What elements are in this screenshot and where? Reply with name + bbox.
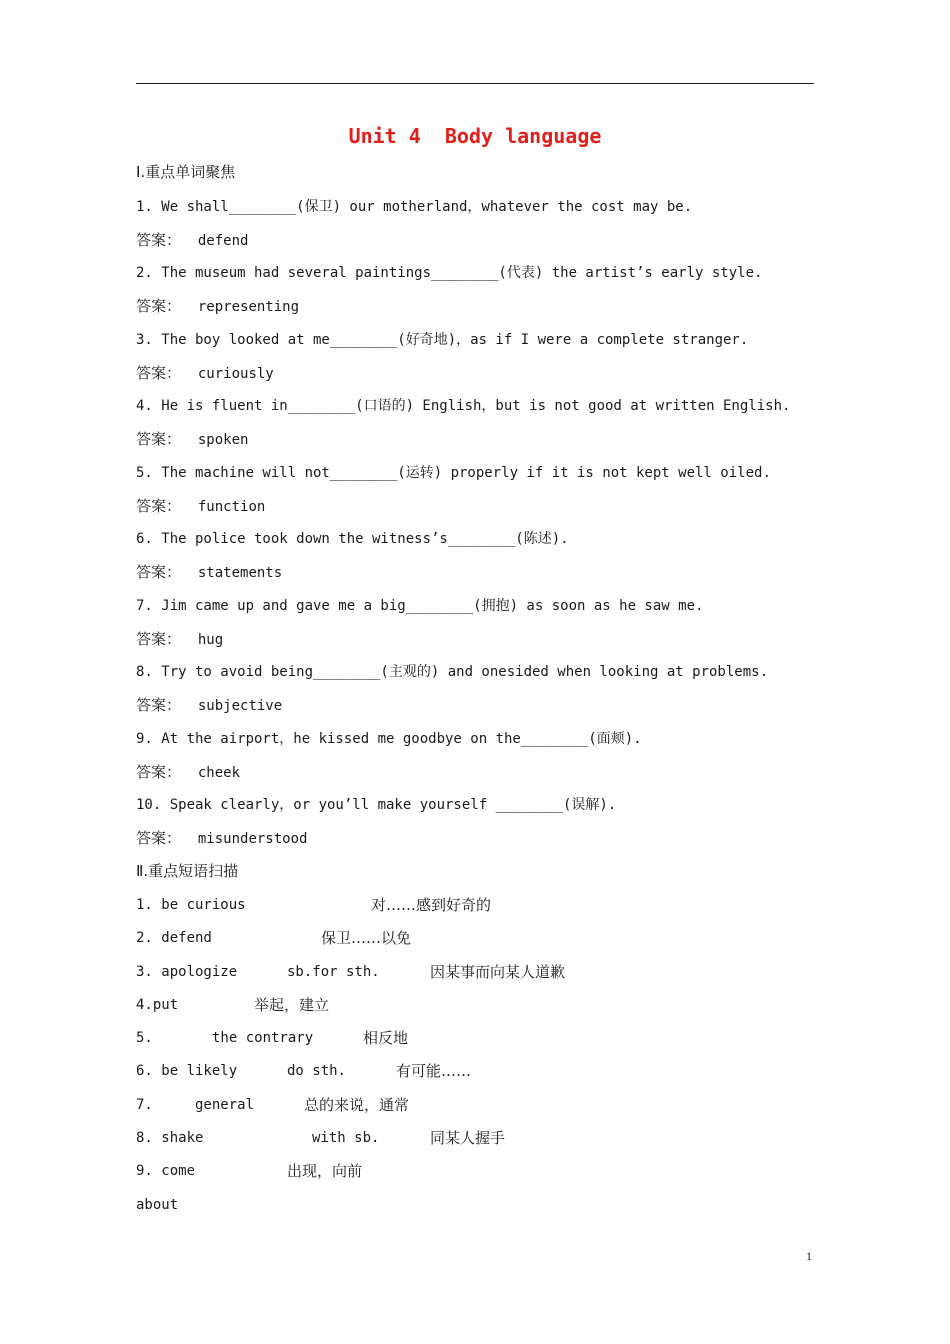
answer-text: subjective [197,698,283,714]
question-10: 10. Speak clearly，or you’ll make yourself ________(误解). [136,797,617,813]
answer-label: 答案： [136,497,182,515]
phrase-english: 2. defend [136,930,212,946]
answer-6 [136,563,282,582]
answer-label: 答案： [136,563,182,581]
answer-label: 答案： [136,696,182,714]
phrase-row-7 [0,1095,950,1115]
phrase-english: 8. shake [136,1130,204,1146]
answer-label: 答案： [136,364,182,382]
phrase-meaning: 因某事而向某人道歉 [430,963,566,981]
phrase-english: 9. come [136,1163,196,1179]
answer-7 [136,630,223,649]
phrase-meaning: 有可能…… [396,1062,472,1080]
phrase-english-tail: the contrary [212,1030,314,1046]
question-4: 4. He is fluent in________(口语的) English，but is not good at written English. [136,398,791,414]
phrase-english-tail: with sb. [312,1130,380,1146]
answer-text: representing [197,299,300,315]
answer-3 [136,364,274,383]
answer-label: 答案： [136,430,182,448]
answer-10 [136,829,307,848]
phrase-row-6 [0,1061,950,1081]
phrase-meaning: 举起，建立 [254,996,330,1014]
phrase-english: 3. apologize [136,964,238,980]
phrase-english: 1. be curious [136,897,246,913]
answer-text: function [197,499,266,515]
phrase-meaning: 同某人握手 [430,1129,506,1147]
answer-1 [136,231,248,250]
section-heading-vocabulary: Ⅰ.重点单词聚焦 [136,163,236,181]
phrase-row-1 [0,895,950,915]
section-heading-phrases: Ⅱ.重点短语扫描 [136,862,239,880]
phrase-english-tail: do sth. [287,1063,347,1079]
answer-text: hug [197,632,224,648]
question-9: 9. At the airport，he kissed me goodbye on the________(面颊). [136,731,642,747]
phrase-meaning: 出现，向前 [287,1162,363,1180]
answer-label: 答案： [136,630,182,648]
phrase-meaning: 保卫……以免 [321,929,412,947]
answer-text: misunderstood [197,831,308,847]
question-2: 2. The museum had several paintings________(代表) the artist’s early style. [136,265,763,281]
phrase-english: 4.put [136,997,179,1013]
header-rule [136,83,814,84]
answer-text: defend [197,233,249,249]
phrase-row-2 [0,928,950,948]
phrase-meaning: 总的来说，通常 [304,1096,410,1114]
question-3: 3. The boy looked at me________(好奇地)，as if I were a complete stranger. [136,332,749,348]
answer-5 [136,497,265,516]
answer-8 [136,696,282,715]
answer-label: 答案： [136,231,182,249]
page-number: 1 [806,1249,812,1263]
phrase-english: 6. be likely [136,1063,238,1079]
phrase-english: 5. [136,1030,153,1046]
answer-text: spoken [197,432,249,448]
answer-label: 答案： [136,763,182,781]
answer-label: 答案： [136,829,182,847]
question-7: 7. Jim came up and gave me a big________(拥抱) as soon as he saw me. [136,598,704,614]
phrase-row-5 [0,1028,950,1048]
phrase-trailing-word: about [136,1197,179,1213]
question-6: 6. The police took down the witness’s________(陈述). [136,531,569,547]
phrase-english: 7. [136,1097,153,1113]
phrase-english-tail: general [195,1097,255,1113]
phrase-row-4 [0,995,950,1015]
question-5: 5. The machine will not________(运转) properly if it is not kept well oiled. [136,465,771,481]
phrase-meaning: 对……感到好奇的 [371,896,492,914]
answer-9 [136,763,240,782]
answer-text: cheek [197,765,241,781]
phrase-row-8 [0,1128,950,1148]
phrase-meaning: 相反地 [363,1029,409,1047]
phrase-row-3 [0,962,950,982]
question-8: 8. Try to avoid being________(主观的) and onesided when looking at problems. [136,664,769,680]
document-title: Unit 4 Body language [348,124,602,148]
question-1: 1. We shall________(保卫) our motherland，whatever the cost may be. [136,199,693,215]
phrase-row-9 [0,1161,950,1181]
answer-text: statements [197,565,283,581]
phrase-english-tail: sb.for sth. [287,964,380,980]
answer-label: 答案： [136,297,182,315]
answer-2 [136,297,299,316]
answer-4 [136,430,248,449]
answer-text: curiously [197,366,274,382]
